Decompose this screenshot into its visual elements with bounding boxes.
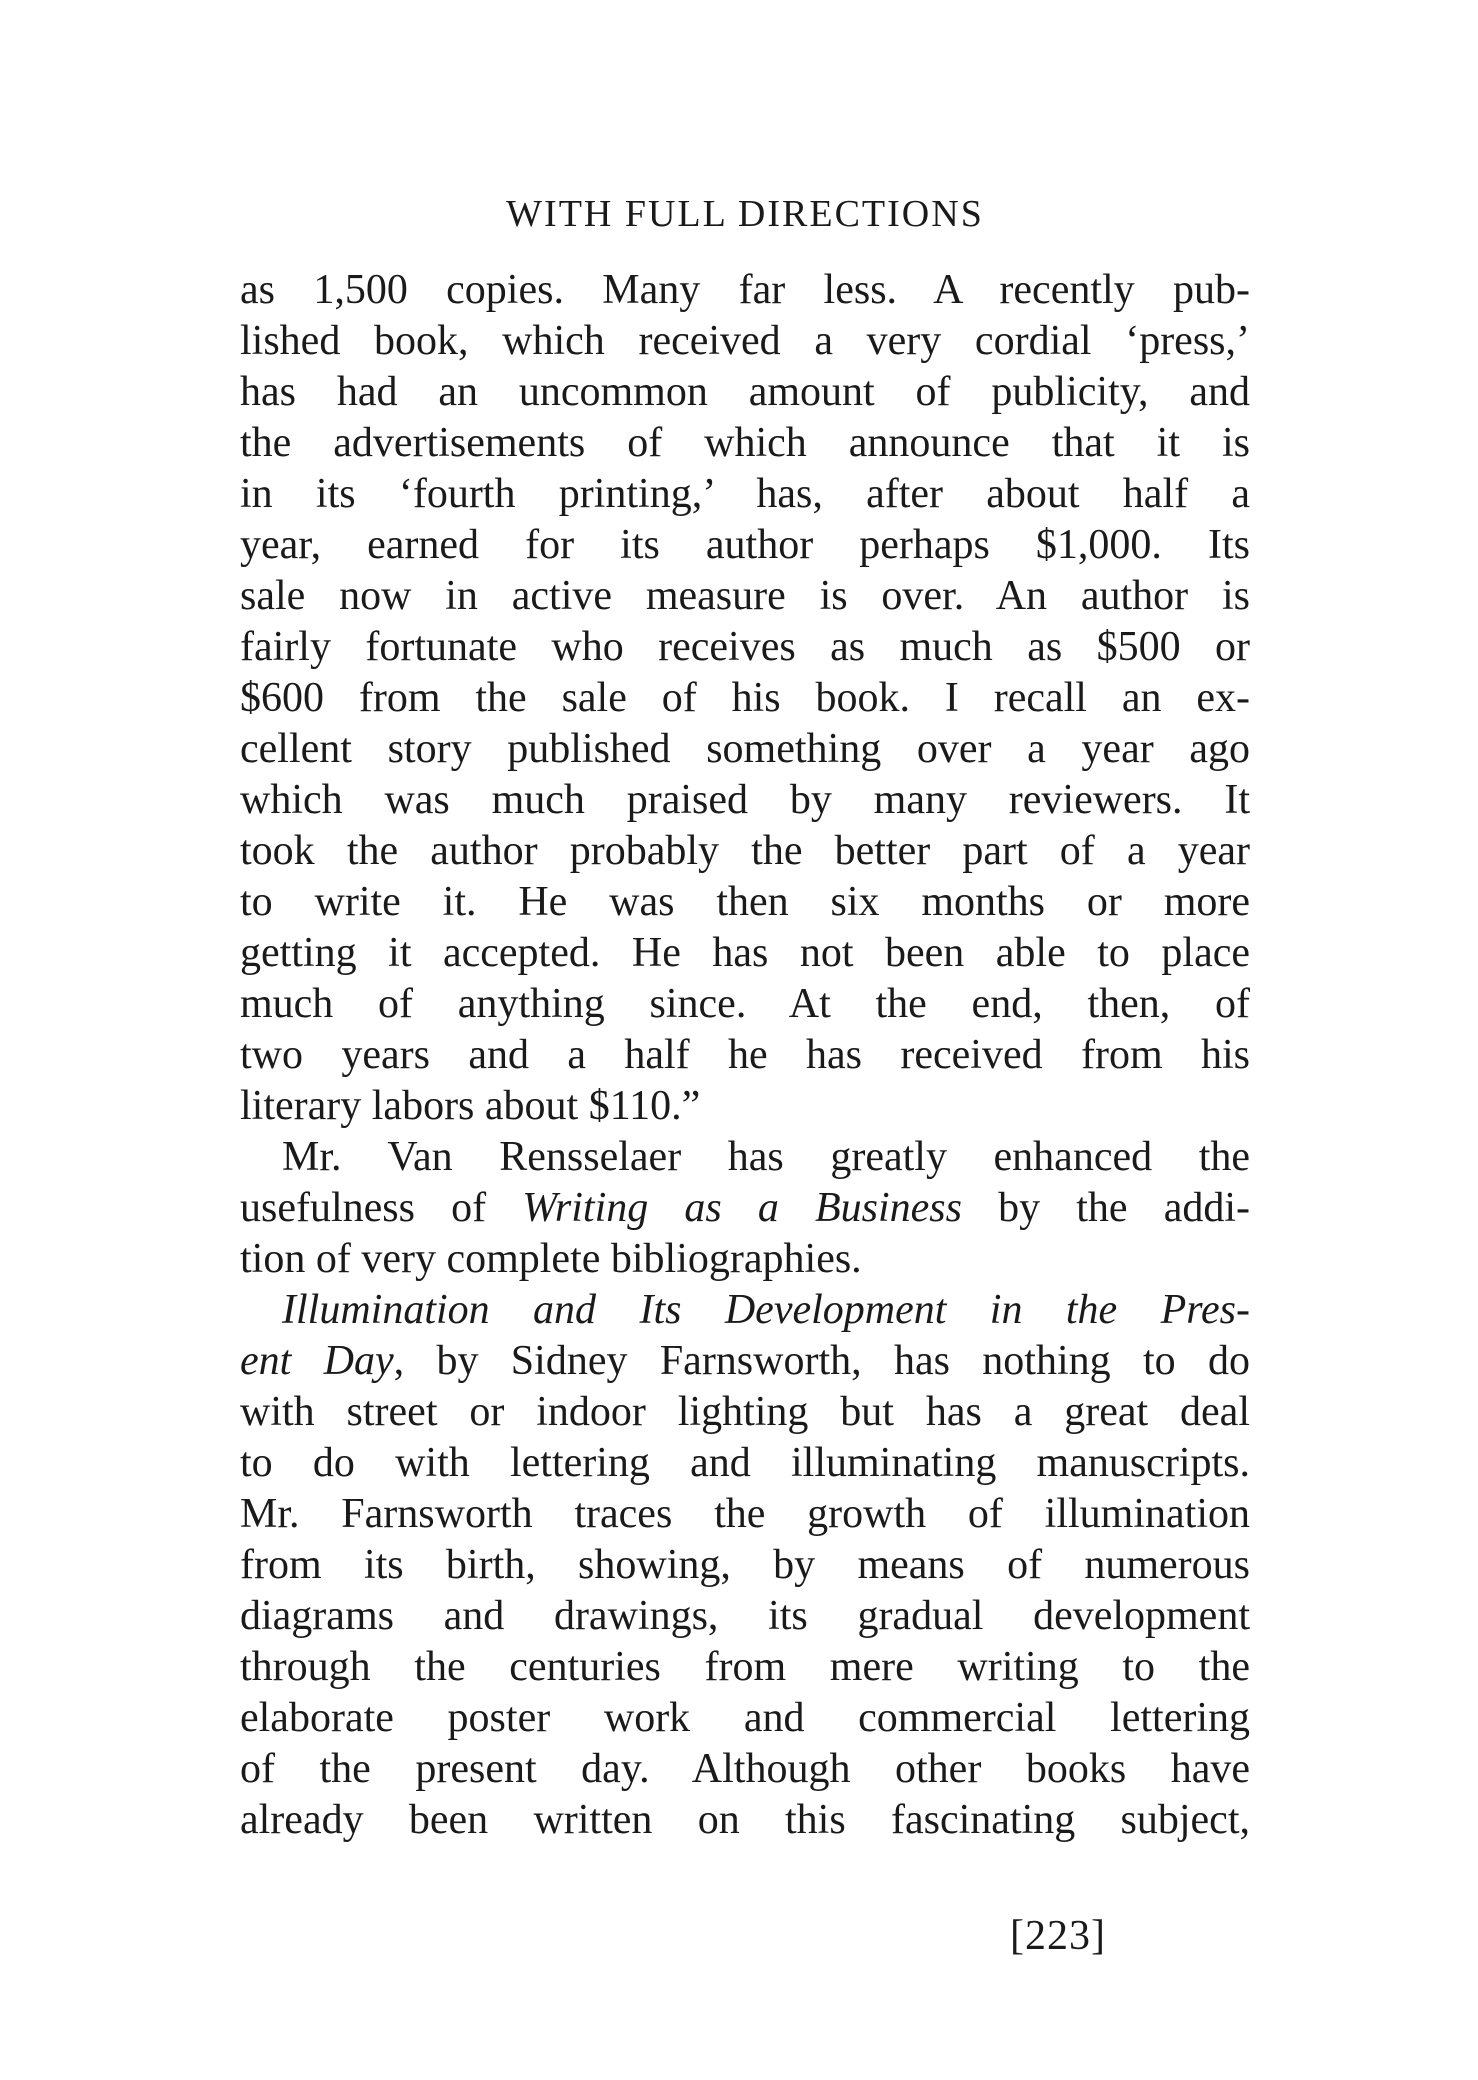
text-line: to do with lettering and illuminating manuscripts. [240, 1440, 1250, 1486]
text-line: in its ‘fourth printing,’ has, after about half a [240, 471, 1250, 517]
text-line: sale now in active measure is over. An author is [240, 573, 1250, 619]
body-text [240, 265, 1250, 1846]
text-line: fairly fortunate who receives as much as $500 or [240, 624, 1250, 670]
text-line: through the centuries from mere writing to the [240, 1644, 1250, 1690]
text-line: tion of very complete bibliographies. [240, 1236, 862, 1282]
text-line: already been written on this fascinating subject, [240, 1797, 1250, 1843]
text-line: year, earned for its author perhaps $1,000. Its [240, 522, 1250, 568]
text-line: has had an uncommon amount of publicity, and [240, 369, 1250, 415]
text-line: two years and a half he has received from his [240, 1032, 1250, 1078]
text-line: as 1,500 copies. Many far less. A recently pub- [240, 267, 1250, 313]
text-line: $600 from the sale of his book. I recall an ex- [240, 675, 1250, 721]
text-line: which was much praised by many reviewers. It [240, 777, 1250, 823]
text-line: the advertisements of which announce that it is [240, 420, 1250, 466]
running-head: WITH FULL DIRECTIONS [506, 193, 984, 235]
text-line: literary labors about $110.” [240, 1083, 701, 1129]
text-line: with street or indoor lighting but has a great deal [240, 1389, 1250, 1435]
text-line: cellent story published something over a year ago [240, 726, 1250, 772]
text-line: diagrams and drawings, its gradual development [240, 1593, 1250, 1639]
text-line: of the present day. Although other books have [240, 1746, 1250, 1792]
text-line: usefulness of Writing as a Business by the addi- [240, 1185, 1250, 1231]
text-line: Mr. Van Rensselaer has greatly enhanced the [282, 1134, 1250, 1180]
text-line: getting it accepted. He has not been able to place [240, 930, 1250, 976]
text-line: much of anything since. At the end, then, of [240, 981, 1250, 1027]
text-line: Mr. Farnsworth traces the growth of illumination [240, 1491, 1250, 1537]
text-line: lished book, which received a very cordial ‘press,’ [240, 318, 1250, 364]
text-line: from its birth, showing, by means of numerous [240, 1542, 1250, 1588]
text-line: elaborate poster work and commercial lettering [240, 1695, 1250, 1741]
text-line: ent Day, by Sidney Farnsworth, has nothing to do [240, 1338, 1250, 1384]
text-line: took the author probably the better part of a year [240, 828, 1250, 874]
page-number: [223] [1010, 1913, 1106, 1959]
text-line: Illumination and Its Development in the Pres- [282, 1287, 1250, 1333]
text-line: to write it. He was then six months or more [240, 879, 1250, 925]
